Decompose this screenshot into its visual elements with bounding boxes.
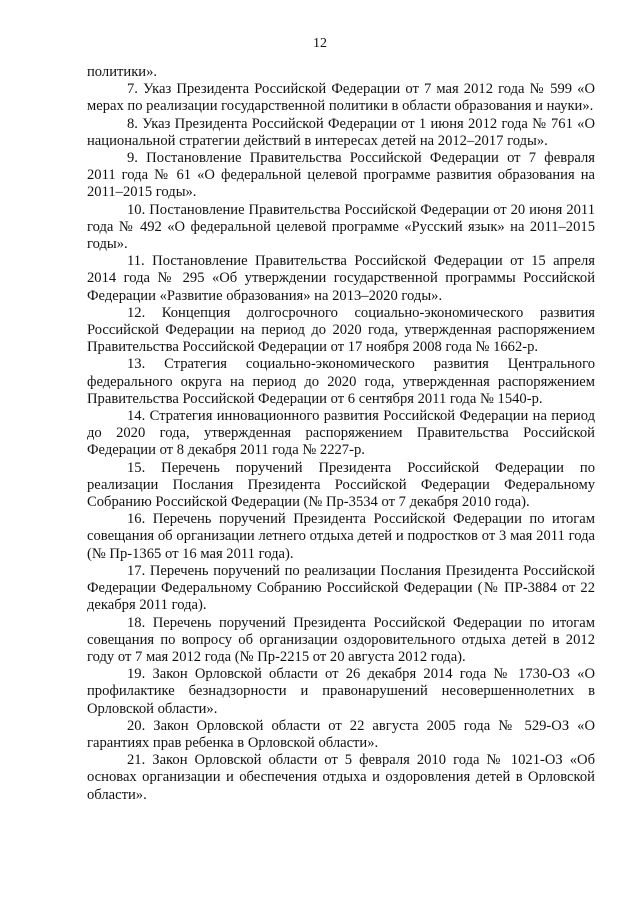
paragraph-item-18: 18. Перечень поручений Президента Российской Федерации по итогам совещания по вопросу об организации оздоровительного отдыха детей в 2012 году от 7 мая 2012 года (№ Пр-2215 от 20 августа 2012 года).: [87, 614, 595, 665]
paragraph-item-21: 21. Закон Орловской области от 5 февраля 2010 года № 1021-ОЗ «Об основах организации и обеспечения отдыха и оздоровления детей в Орловской области».: [87, 752, 595, 803]
paragraph-item-13: 13. Стратегия социально-экономического развития Центрального федерального округа на период до 2020 года, утвержденная распоряжением Правительства Российской Федерации от 6 сентября 2011 года № 1540-р.: [87, 356, 595, 407]
paragraph-item-16: 16. Перечень поручений Президента Российской Федерации по итогам совещания об организации летнего отдыха детей и подростков от 3 мая 2011 года (№ Пр-1365 от 16 мая 2011 года).: [87, 511, 595, 562]
paragraph-item-19: 19. Закон Орловской области от 26 декабря 2014 года № 1730-ОЗ «О профилактике безнадзорности и правонарушений несовершеннолетних в Орловской области».: [87, 666, 595, 717]
paragraph-item-15: 15. Перечень поручений Президента Российской Федерации по реализации Послания Президента Российской Федерации Федеральному Собранию Российской Федерации (№ Пр-3534 от 7 декабря 2010 года).: [87, 459, 595, 511]
document-body: [87, 64, 595, 804]
paragraph-item-11: 11. Постановление Правительства Российской Федерации от 15 апреля 2014 года № 295 «Об утверждении государственной программы Российской Федерации «Развитие образования» на 2013–2020 годы».: [87, 253, 595, 304]
paragraph-item-8: 8. Указ Президента Российской Федерации от 1 июня 2012 года № 761 «О национальной стратегии действий в интересах детей на 2012–2017 годы».: [87, 115, 595, 149]
paragraph-item-9: 9. Постановление Правительства Российской Федерации от 7 февраля 2011 года № 61 «О федеральной целевой программе развития образования на 2011–2015 годы».: [87, 150, 595, 201]
paragraph-item-7: 7. Указ Президента Российской Федерации от 7 мая 2012 года № 599 «О мерах по реализации государственной политики в области образования и науки».: [87, 81, 595, 115]
paragraph-item-12: 12. Концепция долгосрочного социально-экономического развития Российской Федерации на период до 2020 года, утвержденная распоряжением Правительства Российской Федерации от 17 ноября 2008 года № 1662-р.: [87, 304, 595, 356]
paragraph-item-14: 14. Стратегия инновационного развития Российской Федерации на период до 2020 года, утвержденная распоряжением Правительства Российской Федерации от 8 декабря 2011 года № 2227-р.: [87, 408, 595, 459]
paragraph-item-10: 10. Постановление Правительства Российской Федерации от 20 июня 2011 года № 492 «О федеральной целевой программе «Русский язык» на 2011–2015 годы».: [87, 201, 595, 253]
paragraph-item-17: 17. Перечень поручений по реализации Послания Президента Российской Федерации Федеральному Собранию Российской Федерации (№ ПР-3884 от 22 декабря 2011 года).: [87, 562, 595, 614]
paragraph-continuation: политики».: [87, 64, 158, 80]
page-number: 12: [313, 36, 327, 51]
paragraph-item-20: 20. Закон Орловской области от 22 августа 2005 года № 529-ОЗ «О гарантиях прав ребенка в Орловской области».: [87, 717, 595, 751]
